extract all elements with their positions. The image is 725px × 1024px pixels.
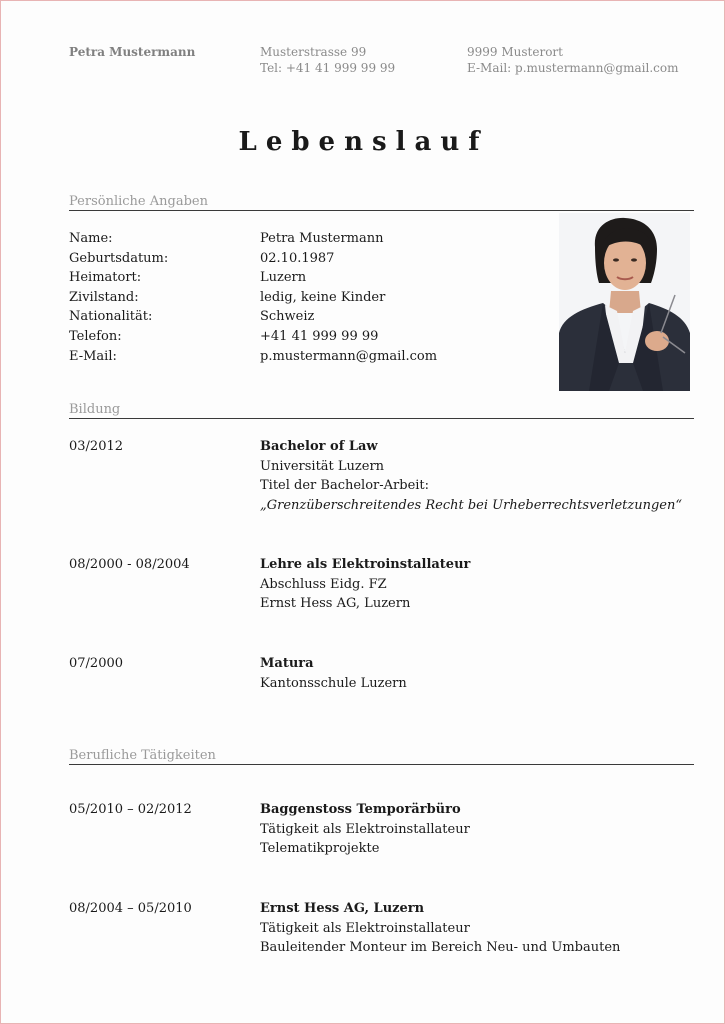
personal-label-phone: Telefon: — [69, 329, 122, 344]
portrait-photo — [559, 213, 690, 391]
work-date-1: 05/2010 – 02/2012 — [69, 802, 192, 817]
education-date-1: 03/2012 — [69, 439, 124, 454]
personal-label-hometown: Heimatort: — [69, 270, 142, 286]
education-line-3-1: Kantonsschule Luzern — [260, 675, 407, 691]
personal-label-civil-status: Zivilstand: — [69, 289, 139, 305]
section-heading-work: Berufliche Tätigkeiten — [69, 748, 694, 765]
education-line-1-2: Titel der Bachelor-Arbeit: — [260, 478, 430, 494]
personal-value-phone: +41 41 999 99 99 — [260, 329, 379, 344]
work-title-2: Ernst Hess AG, Luzern — [260, 901, 425, 916]
education-title-1: Bachelor of Law — [260, 439, 378, 454]
personal-label-birthdate: Geburtsdatum: — [69, 250, 169, 266]
education-line-2-1: Abschluss Eidg. FZ — [260, 576, 387, 592]
education-thesis-title: „Grenzüberschreitendes Recht bei Urheberrechtsverletzungen“ — [260, 497, 683, 513]
header-street: Musterstrasse 99 — [260, 45, 367, 59]
personal-value-email: p.mustermann@gmail.com — [260, 348, 438, 364]
work-date-2: 08/2004 – 05/2010 — [69, 901, 192, 916]
education-title-2: Lehre als Elektroinstallateur — [260, 557, 471, 572]
work-line-2-1: Tätigkeit als Elektroinstallateur — [260, 920, 470, 936]
personal-value-birthdate: 02.10.1987 — [260, 250, 335, 266]
personal-value-name: Petra Mustermann — [260, 231, 384, 246]
header-city: 9999 Musterort — [467, 45, 563, 59]
work-line-2-2: Bauleitender Monteur im Bereich Neu- und Umbauten — [260, 940, 621, 956]
personal-value-civil-status: ledig, keine Kinder — [260, 289, 386, 305]
education-date-3: 07/2000 — [69, 656, 124, 671]
work-line-1-2: Telematikprojekte — [260, 841, 380, 857]
header-email: E-Mail: p.mustermann@gmail.com — [467, 61, 679, 75]
education-date-2: 08/2000 - 08/2004 — [69, 557, 190, 572]
section-heading-education: Bildung — [69, 402, 694, 419]
education-line-2-2: Ernst Hess AG, Luzern — [260, 596, 411, 612]
page-title: Lebenslauf — [238, 127, 489, 157]
personal-label-email: E-Mail: — [69, 348, 117, 364]
education-line-1-1: Universität Luzern — [260, 458, 385, 474]
personal-value-nationality: Schweiz — [260, 309, 315, 325]
work-line-1-1: Tätigkeit als Elektroinstallateur — [260, 821, 470, 837]
work-title-1: Baggenstoss Temporärbüro — [260, 802, 461, 817]
section-heading-personal: Persönliche Angaben — [69, 194, 694, 211]
header-phone: Tel: +41 41 999 99 99 — [260, 61, 396, 75]
personal-value-hometown: Luzern — [260, 270, 307, 286]
personal-label-nationality: Nationalität: — [69, 309, 153, 325]
header-name: Petra Mustermann — [69, 45, 196, 59]
education-title-3: Matura — [260, 656, 314, 671]
personal-label-name: Name: — [69, 231, 113, 246]
